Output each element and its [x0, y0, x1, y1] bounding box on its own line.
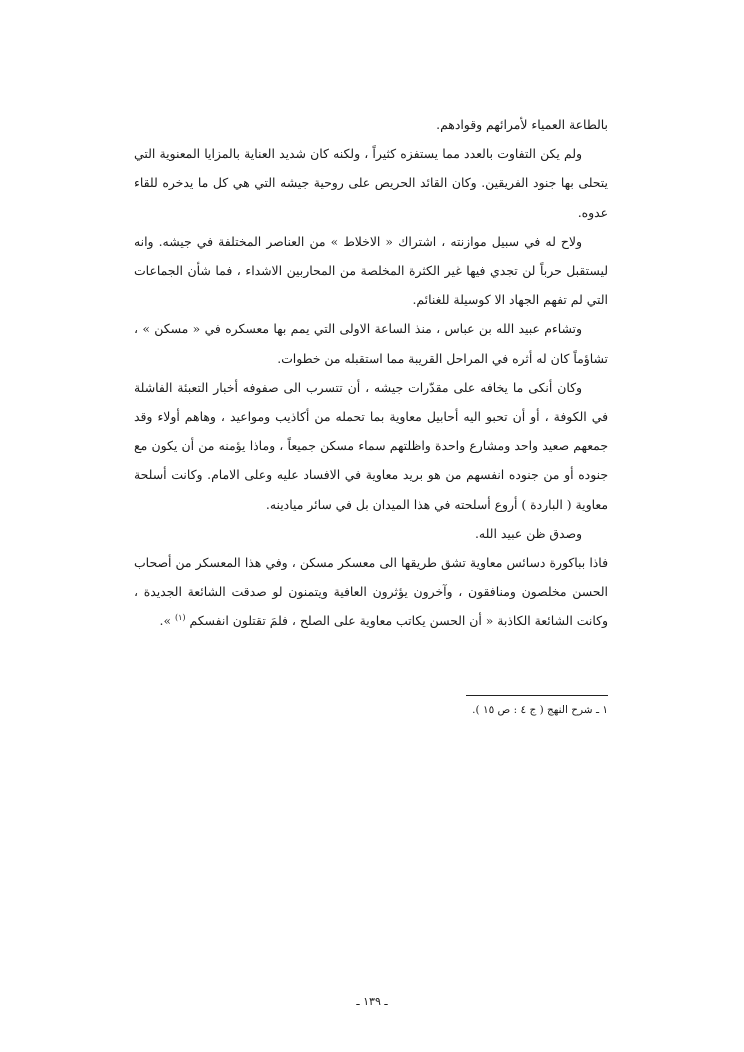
- paragraph-7: [134, 548, 608, 636]
- paragraph-3: ولاح له في سبيل موازنته ، اشتراك « الاخلاط » من العناصر المختلفة في جيشه. وانه ليستقبل حرباً لن تجدي فيها غير الكثرة المخلصة من المحاربين الاشداء ، فما شأن الجماعات التي لم تفهم الجهاد الا كوسيلة للغنائم.: [134, 233, 608, 308]
- page-number: ـ ١٣٩ ـ: [356, 995, 388, 1008]
- footnote-reference: (١): [174, 613, 186, 623]
- paragraph-5: وكان أنكى ما يخافه على مقدّرات جيشه ، أن تتسرب الى صفوفه أخبار التعبئة الفاشلة في الكوفة ، أو أن تحبو اليه أحابيل معاوية بما تحمله من أكاذيب ومواعيد ، وهاهم أولاء وقد جمعهم صعيد واحد ومشارع واحدة واظلتهم سماء مسكن جميعاً ، وماذا يؤمنه من أن يكون مع جنوده أو من جنوده انفسهم من هو بريد معاوية في الافساد عليه وعلى الامام. وكانت أسلحة معاوية ( الباردة ) أروع أسلحته في هذا الميدان بل في سائر ميادينه.: [134, 379, 608, 512]
- closing-quote: ».: [159, 613, 175, 629]
- paragraph-7-text: فاذا بباكورة دسائس معاوية تشق طريقها الى معسكر مسكن ، وفي هذا المعسكر من أصحاب الحسن مخلصون ومنافقون ، وآخرون يؤثرون العافية ويتمنون لو صدقت الشائعة الجديدة ، وكانت الشائعة الكاذبة « أن الحسن يكاتب معاوية على الصلح ، فلمَ تقتلون انفسكم: [134, 555, 608, 629]
- footnote: ١ ـ شرح النهج ( ج ٤ : ص ١٥ ).: [472, 704, 608, 716]
- paragraph-4: وتشاءم عبيد الله بن عباس ، منذ الساعة الاولى التي يمم بها معسكره في « مسكن » ، تشاؤماً كان له أثره في المراحل القريبة مما استقبله من خطوات.: [134, 321, 608, 366]
- paragraph-6: وصدق ظن عبيد الله.: [474, 525, 582, 541]
- body-text: [134, 110, 608, 636]
- paragraph-2: ولم يكن التفاوت بالعدد مما يستفزه كثيراً ، ولكنه كان شديد العناية بالمزايا المعنوية التي يتحلى بها جنود الفريقين. وكان القائد الحريص على روحية جيشه التي هي كل ما يدخره للقاء عدوه.: [134, 146, 608, 220]
- footnote-divider: [466, 695, 608, 696]
- paragraph-1: بالطاعة العمياء لأمرائهم وقوادهم.: [436, 117, 608, 132]
